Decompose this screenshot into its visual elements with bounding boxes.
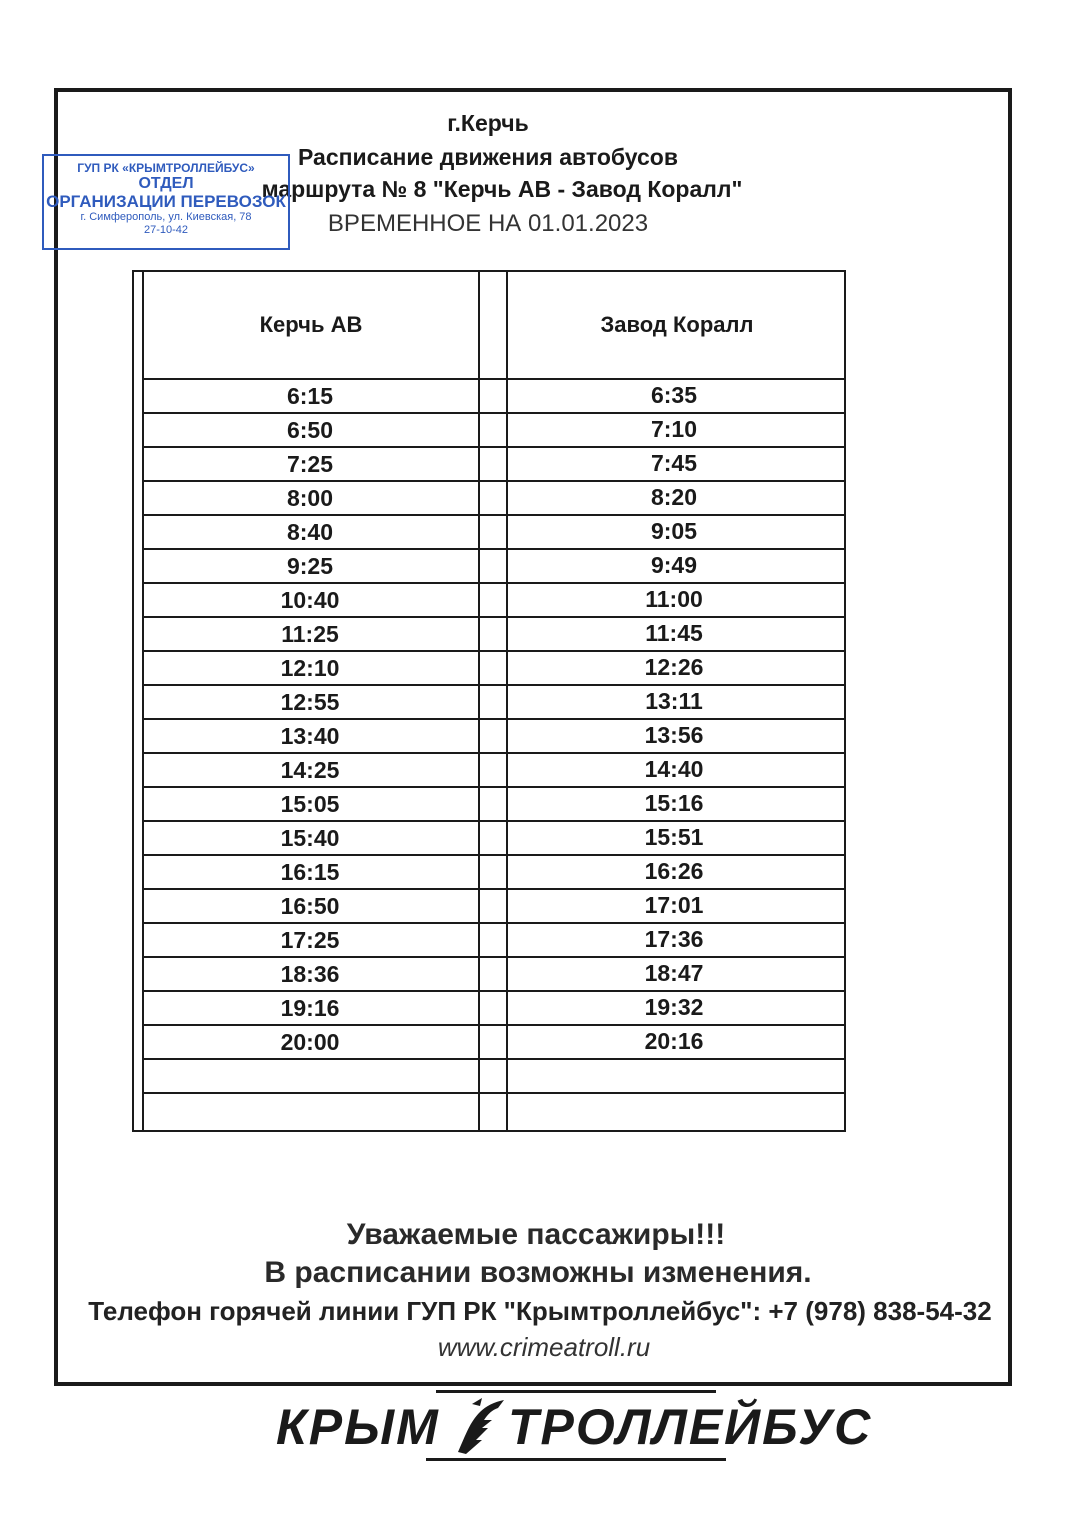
stamp-dept: ОТДЕЛ [138, 175, 194, 192]
table-row-divider [142, 480, 844, 482]
table-row-divider [142, 752, 844, 754]
notice-hotline: Телефон горячей линии ГУП РК "Крымтроллейбус": +7 (978) 838-54-32 [88, 1296, 992, 1326]
departure-time-zavod-korall: 7:45 [650, 450, 698, 476]
departure-time-zavod-korall: 14:40 [644, 756, 704, 782]
departure-time-kerch-av: 6:15 [286, 383, 334, 409]
column-header-kerch-av: Керчь АВ [259, 312, 363, 337]
departure-time-kerch-av: 16:50 [280, 893, 340, 919]
table-row-divider [142, 888, 844, 890]
departure-time-zavod-korall: 11:00 [645, 586, 703, 612]
column-header-zavod-korall: Завод Коралл [600, 312, 754, 337]
table-row-divider [142, 854, 844, 856]
departure-time-kerch-av: 8:00 [286, 485, 334, 511]
stamp-phone: 27-10-42 [143, 224, 189, 236]
logo-stripe [436, 1390, 716, 1393]
departure-time-kerch-av: 19:16 [280, 995, 340, 1021]
table-divider [478, 272, 480, 1130]
departure-time-kerch-av: 20:00 [280, 1029, 340, 1055]
departure-time-zavod-korall: 7:10 [650, 416, 698, 442]
logo-emblem-icon [452, 1394, 508, 1458]
departure-time-zavod-korall: 6:35 [650, 382, 698, 408]
table-row-divider [142, 514, 844, 516]
departure-time-zavod-korall: 19:32 [644, 994, 704, 1020]
departure-time-kerch-av: 14:25 [280, 757, 340, 783]
table-divider [506, 272, 508, 1130]
departure-time-zavod-korall: 18:47 [644, 960, 704, 986]
table-row-divider [142, 582, 844, 584]
schedule-title: Расписание движения автобусов [298, 144, 678, 170]
table-row-divider [142, 990, 844, 992]
city-heading: г.Керчь [447, 110, 529, 136]
departure-time-kerch-av: 10:40 [280, 587, 340, 613]
departure-time-zavod-korall: 12:26 [644, 654, 704, 680]
departure-time-zavod-korall: 17:36 [644, 926, 704, 952]
departure-time-zavod-korall: 13:56 [644, 722, 704, 748]
stamp-dept-name: ОРГАНИЗАЦИИ ПЕРЕВОЗОК [46, 192, 286, 211]
logo-stripe [426, 1458, 726, 1461]
departure-time-kerch-av: 16:15 [280, 859, 340, 885]
departure-time-zavod-korall: 13:11 [645, 688, 703, 714]
departure-time-kerch-av: 12:55 [280, 689, 340, 715]
table-row-divider [142, 786, 844, 788]
table-row-divider [142, 956, 844, 958]
departure-time-kerch-av: 18:36 [280, 961, 340, 987]
departure-time-kerch-av: 11:25 [281, 621, 339, 647]
crimeatroll-logo [276, 1390, 873, 1462]
departure-time-kerch-av: 7:25 [286, 451, 334, 477]
logo-word-left: КРЫМ [276, 1399, 440, 1455]
stamp-address: г. Симферополь, ул. Киевская, 78 [80, 211, 252, 223]
departure-time-kerch-av: 15:40 [280, 825, 340, 851]
table-row-divider [142, 616, 844, 618]
table-row-divider [142, 650, 844, 652]
logo-word-right: ТРОЛЛЕЙБУС [508, 1399, 873, 1455]
table-row-divider [142, 922, 844, 924]
table-row-divider [142, 684, 844, 686]
table-row-divider [142, 1092, 844, 1094]
table-row-divider [142, 1058, 844, 1060]
table-row-divider [142, 718, 844, 720]
temporary-date: ВРЕМЕННОЕ НА 01.01.2023 [327, 210, 649, 237]
departure-time-zavod-korall: 9:05 [650, 518, 698, 544]
table-row-divider [142, 820, 844, 822]
departure-time-zavod-korall: 8:20 [650, 484, 698, 510]
table-row-divider [142, 412, 844, 414]
table-row-divider [142, 548, 844, 550]
table-row-divider [142, 446, 844, 448]
departure-time-kerch-av: 9:25 [286, 553, 334, 579]
notice-greeting: Уважаемые пассажиры!!! [346, 1218, 726, 1251]
departure-time-kerch-av: 15:05 [280, 791, 340, 817]
departure-time-zavod-korall: 20:16 [644, 1028, 704, 1054]
table-divider [142, 272, 144, 1130]
departure-time-zavod-korall: 17:01 [644, 892, 704, 918]
departure-time-zavod-korall: 9:49 [650, 552, 698, 578]
notice-changes: В расписании возможны изменения. [264, 1256, 812, 1289]
departure-time-zavod-korall: 15:51 [644, 824, 704, 850]
departure-time-kerch-av: 8:40 [286, 519, 334, 545]
departure-time-zavod-korall: 15:16 [644, 790, 704, 816]
route-title: маршрута № 8 "Керчь АВ - Завод Коралл" [261, 176, 743, 202]
department-stamp [42, 154, 290, 250]
departure-time-kerch-av: 12:10 [280, 655, 340, 681]
schedule-table [132, 270, 846, 1132]
departure-time-kerch-av: 6:50 [286, 417, 334, 443]
stamp-org: ГУП РК «КРЫМТРОЛЛЕЙБУС» [77, 161, 255, 175]
departure-time-kerch-av: 17:25 [280, 927, 340, 953]
table-divider [142, 378, 844, 380]
departure-time-zavod-korall: 16:26 [644, 858, 704, 884]
departure-time-kerch-av: 13:40 [280, 723, 340, 749]
departure-time-zavod-korall: 11:45 [645, 620, 703, 646]
table-row-divider [142, 1024, 844, 1026]
website-link[interactable]: www.crimeatroll.ru [437, 1332, 651, 1362]
